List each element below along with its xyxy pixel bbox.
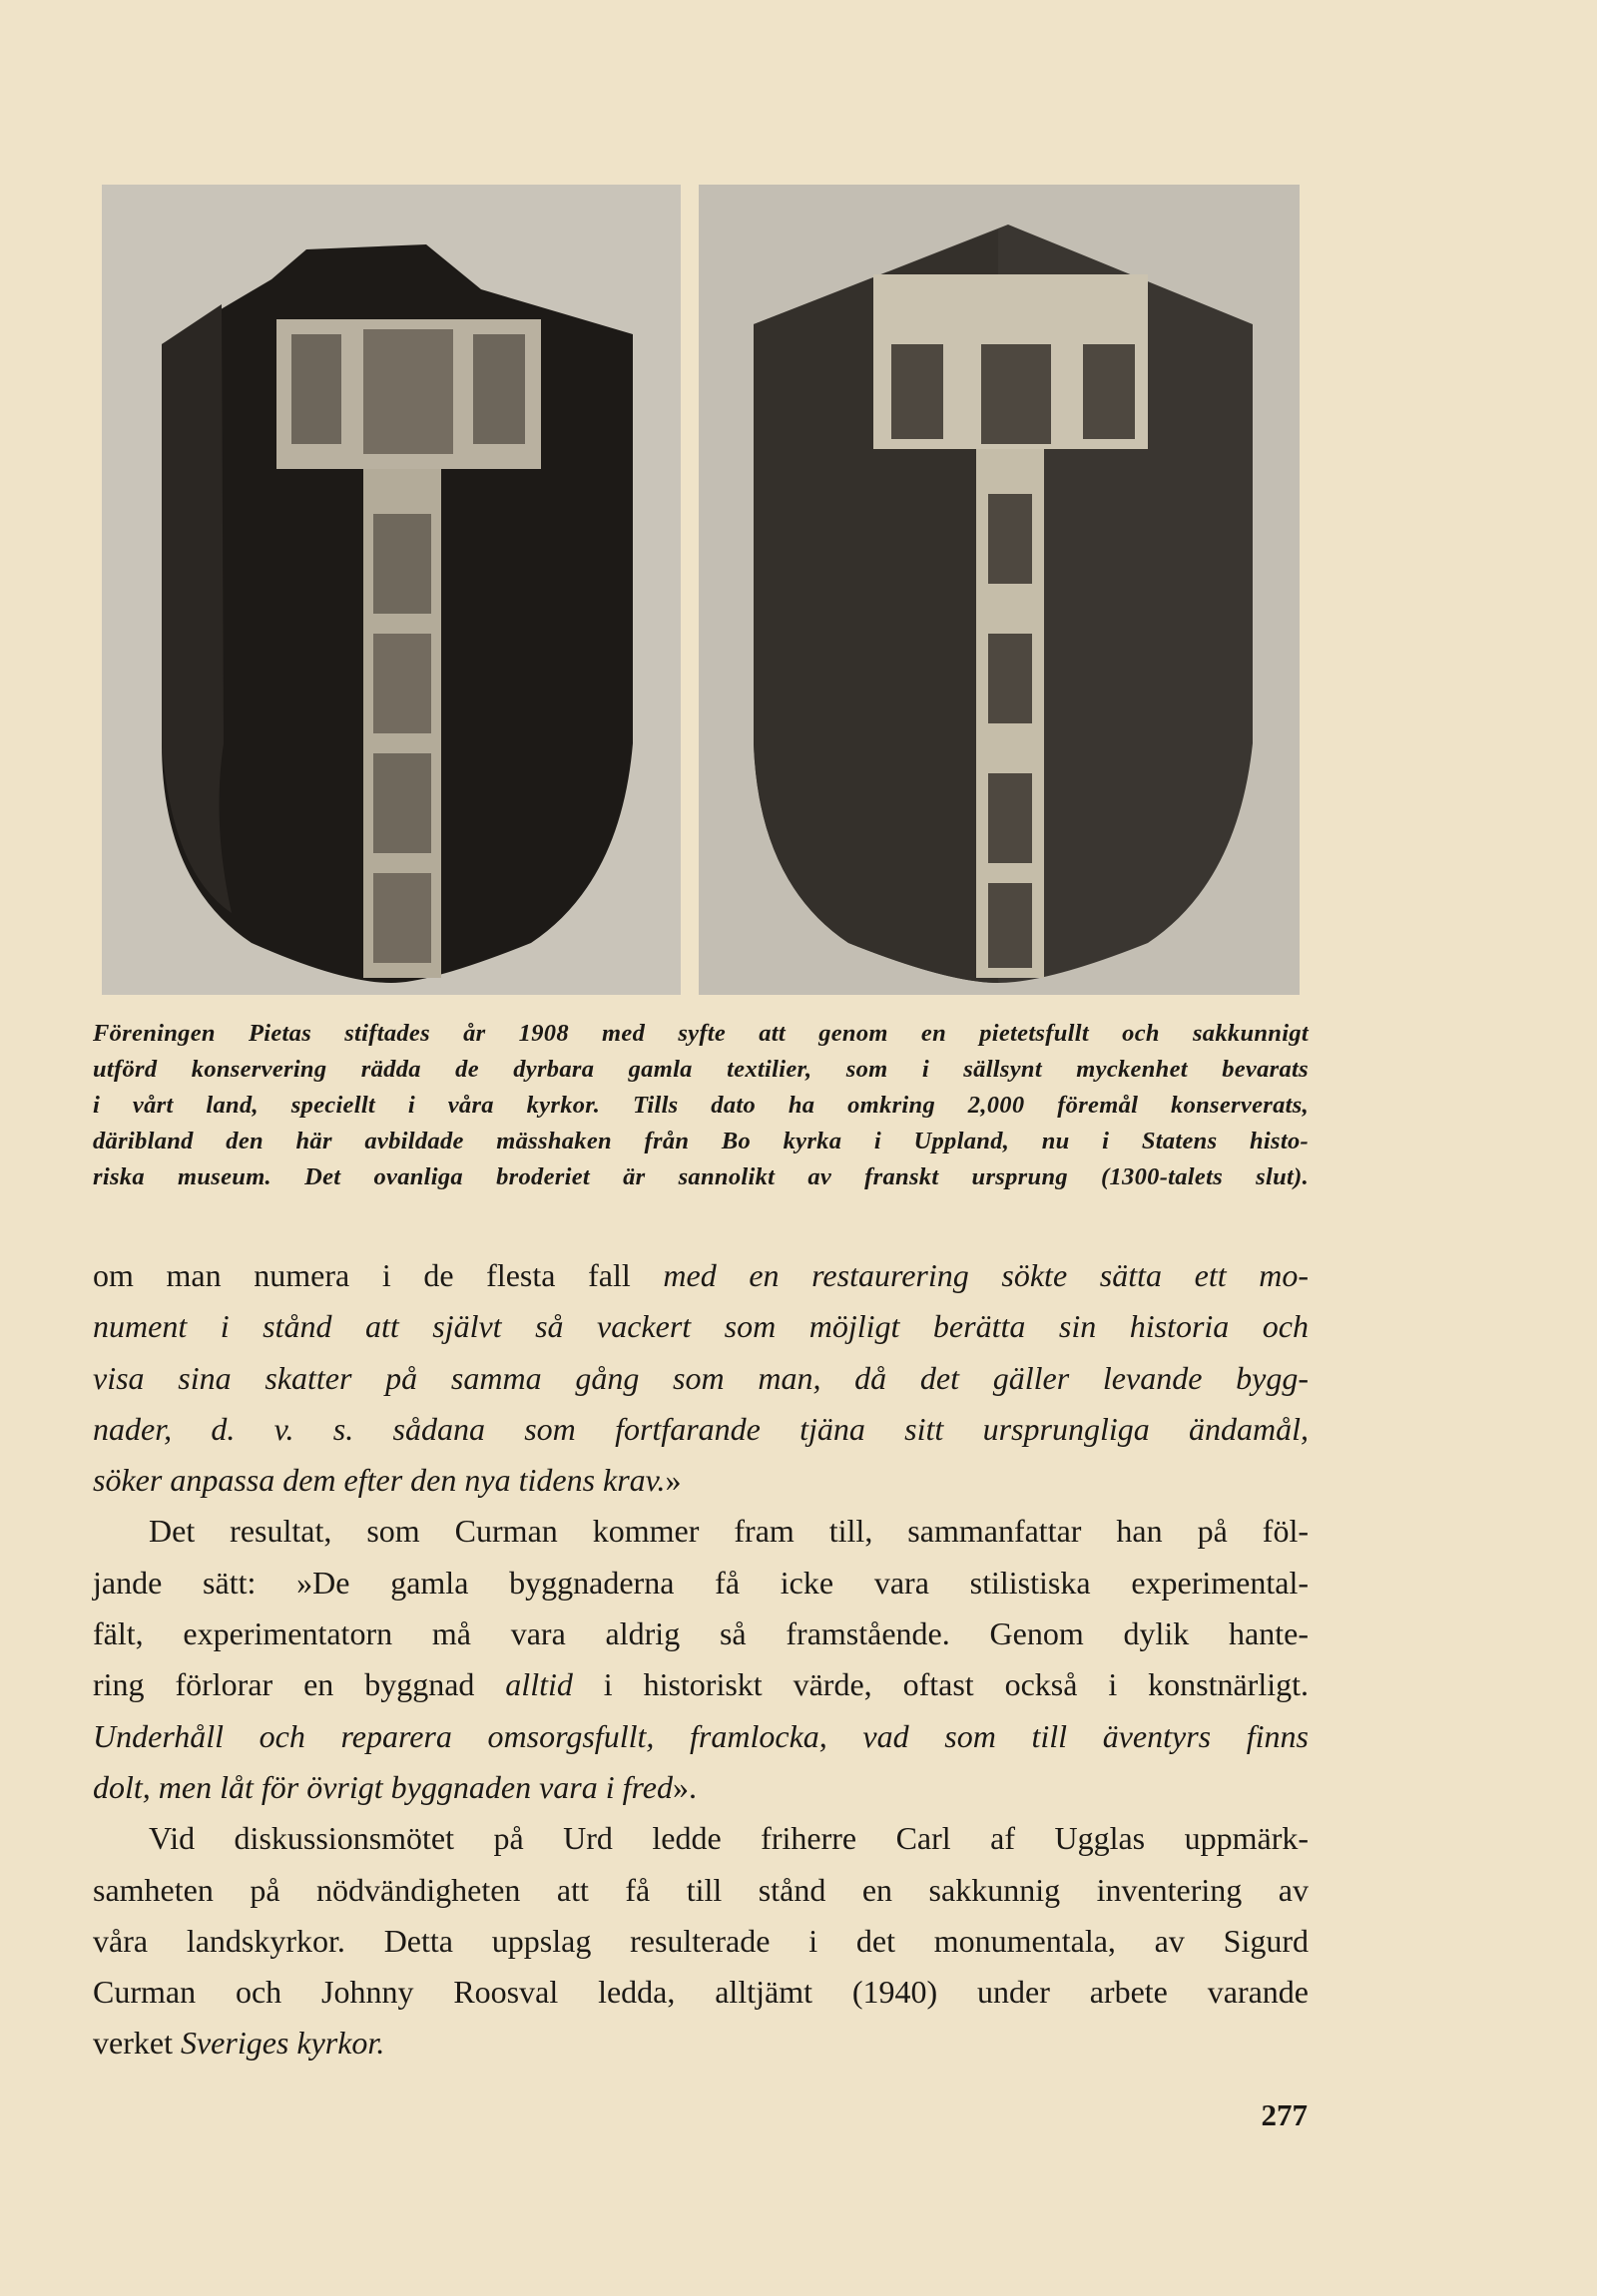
body-text [93,1250,1309,2069]
body-line: våra landskyrkor. Detta uppslag resulterade i det monumentala, av Sigurd [93,1922,1309,1959]
caption-line: Föreningen Pietas stiftades år 1908 med syfte att genom en pietetsfullt och sakkunnigt [93,1020,1309,1047]
text-run: om man numera i de flesta fall [93,1257,664,1293]
caption-line: i vårt land, speciellt i våra kyrkor. Tills dato ha omkring 2,000 föremål konserverats, [93,1092,1309,1119]
body-line [93,1353,1309,1404]
figure-caption [93,1016,1309,1195]
body-line [93,1404,1309,1455]
body-line: Curman och Johnny Roosval ledda, alltjämt (1940) under arbete varande [93,1974,1309,2011]
italic-run: nader, d. v. s. sådana som fortfarande tjäna sitt ursprungliga ändamål, [93,1410,1309,1447]
italic-run: med en restaurering sökte sätta ett mo- [663,1257,1310,1293]
page-number: 277 [1261,2097,1308,2132]
italic-run: nument i stånd att självt så vackert som möjligt berätta sin historia och [93,1308,1309,1345]
italic-run: dolt, men låt för övrigt byggnaden vara i fred [93,1768,673,1805]
italic-run: Sveriges kyrkor. [180,2025,385,2062]
italic-run: alltid [505,1666,573,1703]
body-line [93,1455,1309,1506]
text-run: ». [672,1768,697,1805]
text-run: » [665,1462,682,1499]
caption-line: däribland den här avbildade mässhaken från Bo kyrka i Uppland, nu i Statens histo- [93,1128,1309,1154]
body-line [93,1762,1309,1813]
body-line: Det resultat, som Curman kommer fram till, sammanfattar han på föl- [149,1513,1309,1550]
body-line [93,1250,1309,1301]
chasuble-back-photo [699,185,1300,995]
body-line: jande sätt: »De gamla byggnaderna få icke vara stilistiska experimental- [93,1564,1309,1601]
caption-line: utförd konservering rädda de dyrbara gamla textilier, som i sällsynt myckenhet bevarats [93,1056,1309,1083]
text-run: ring förlorar en byggnad [93,1666,506,1703]
caption-line: riska museum. Det ovanliga broderiet är sannolikt av franskt ursprung (1300-talets slut). [93,1163,1309,1190]
chasuble-front-photo [102,185,681,995]
body-line [93,2018,1309,2068]
body-line: samheten på nödvändigheten att få till stånd en sakkunnig inventering av [93,1871,1309,1908]
italic-run: Underhåll och reparera omsorgsfullt, framlocka, vad som till äventyrs finns [93,1717,1309,1754]
italic-run: visa sina skatter på samma gång som man, då det gäller levande bygg- [93,1359,1309,1396]
figure-chasubles [102,185,1300,995]
body-line [93,1711,1309,1762]
italic-run: söker anpassa dem efter den nya tidens krav. [93,1462,666,1499]
body-line: Vid diskussionsmötet på Urd ledde friherre Carl af Ugglas uppmärk- [149,1820,1309,1857]
body-line [93,1301,1309,1352]
body-line [93,1659,1309,1710]
text-run: i historiskt värde, oftast också i konstnärligt. [572,1666,1309,1703]
body-line: fält, experimentatorn må vara aldrig så framstående. Genom dylik hante- [93,1615,1309,1652]
text-run: verket [93,2025,181,2062]
